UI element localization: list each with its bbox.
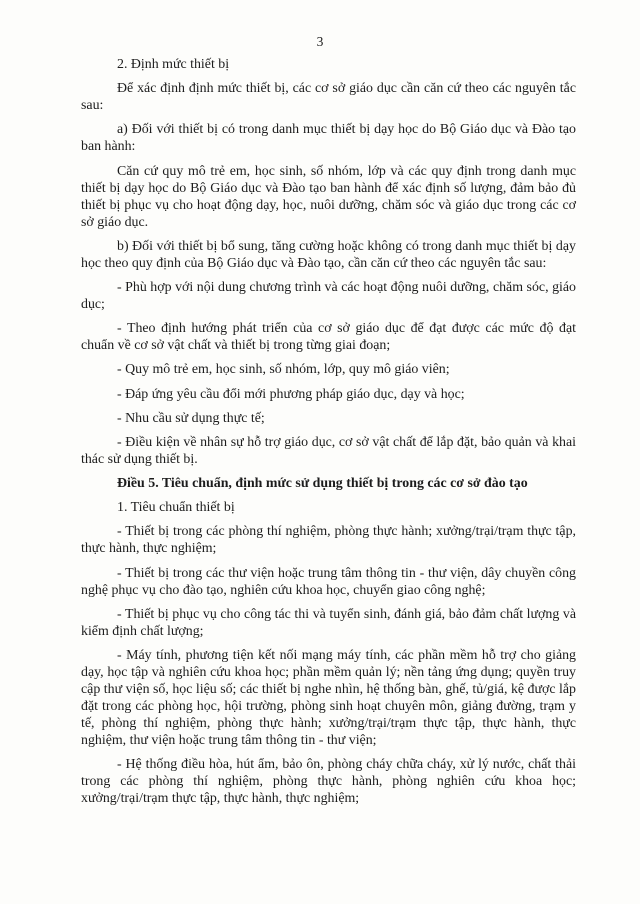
paragraph: - Thiết bị phục vụ cho công tác thi và tuyển sinh, đánh giá, bảo đảm chất lượng và kiểm định chất lượng; (81, 606, 576, 639)
paragraph: - Đáp ứng yêu cầu đổi mới phương pháp giáo dục, dạy và học; (117, 386, 465, 402)
paragraph: - Phù hợp với nội dung chương trình và các hoạt động nuôi dưỡng, chăm sóc, giáo dục; (81, 279, 576, 312)
paragraph: 1. Tiêu chuẩn thiết bị (117, 500, 235, 516)
page-number: 3 (316, 34, 324, 49)
document-body (81, 56, 576, 814)
paragraph: - Thiết bị trong các phòng thí nghiệm, phòng thực hành; xưởng/trại/trạm thực tập, thực hành, thực nghiệm; (81, 524, 576, 557)
paragraph: b) Đối với thiết bị bổ sung, tăng cường hoặc không có trong danh mục thiết bị dạy học theo quy định của Bộ Giáo dục và Đào tạo, cần căn cứ theo các nguyên tắc sau: (81, 238, 576, 271)
section-heading: Điều 5. Tiêu chuẩn, định mức sử dụng thiết bị trong các cơ sở đào tạo (117, 476, 528, 492)
paragraph: - Máy tính, phương tiện kết nối mạng máy tính, các phần mềm hỗ trợ cho giảng dạy, học tập và nghiên cứu khoa học; phần mềm quản lý; nền tảng ứng dụng; quyền truy cập thư viện số, học liệu số; các thiết bị nghe nhìn, hệ thống bàn, ghế, tủ/giá, kệ được lắp đặt trong các phòng học, hội trường, phòng sinh hoạt chuyên môn, giảng đường, trạm y tế, phòng thí nghiệm, phòng thực hành; xưởng/trại/trạm thực tập, thực hành, thực nghiệm, thư viện hoặc trung tâm thông tin - thư viện; (81, 648, 576, 748)
paragraph: Để xác định định mức thiết bị, các cơ sở giáo dục cần căn cứ theo các nguyên tắc sau: (81, 81, 576, 114)
paragraph: 2. Định mức thiết bị (117, 57, 230, 72)
paragraph: - Theo định hướng phát triển của cơ sở giáo dục để đạt được các mức độ đạt chuẩn về cơ sở vật chất và thiết bị trong từng giai đoạn; (81, 321, 576, 354)
paragraph: - Nhu cầu sử dụng thực tế; (117, 410, 265, 426)
paragraph: - Hệ thống điều hòa, hút ẩm, bảo ôn, phòng cháy chữa cháy, xử lý nước, chất thải trong các phòng thí nghiệm, phòng thực hành, phòng nghiên cứu khoa học; xưởng/trại/trạm thực tập, thực hành, thực nghiệm; (81, 757, 576, 807)
paragraph: a) Đối với thiết bị có trong danh mục thiết bị dạy học do Bộ Giáo dục và Đào tạo ban hành: (81, 122, 576, 155)
paragraph: Căn cứ quy mô trẻ em, học sinh, số nhóm, lớp và các quy định trong danh mục thiết bị dạy học do Bộ Giáo dục và Đào tạo ban hành để xác định số lượng, đảm bảo đủ thiết bị phục vụ cho hoạt động dạy, học, nuôi dưỡng, chăm sóc và giáo dục trong các cơ sở giáo dục. (81, 163, 576, 230)
paragraph: - Thiết bị trong các thư viện hoặc trung tâm thông tin - thư viện, dây chuyền công nghệ phục vụ cho đào tạo, nghiên cứu khoa học, chuyển giao công nghệ; (81, 565, 576, 598)
paragraph: - Điều kiện về nhân sự hỗ trợ giáo dục, cơ sở vật chất để lắp đặt, bảo quản và khai thác sử dụng thiết bị. (81, 434, 576, 467)
paragraph: - Quy mô trẻ em, học sinh, số nhóm, lớp, quy mô giáo viên; (117, 362, 450, 378)
